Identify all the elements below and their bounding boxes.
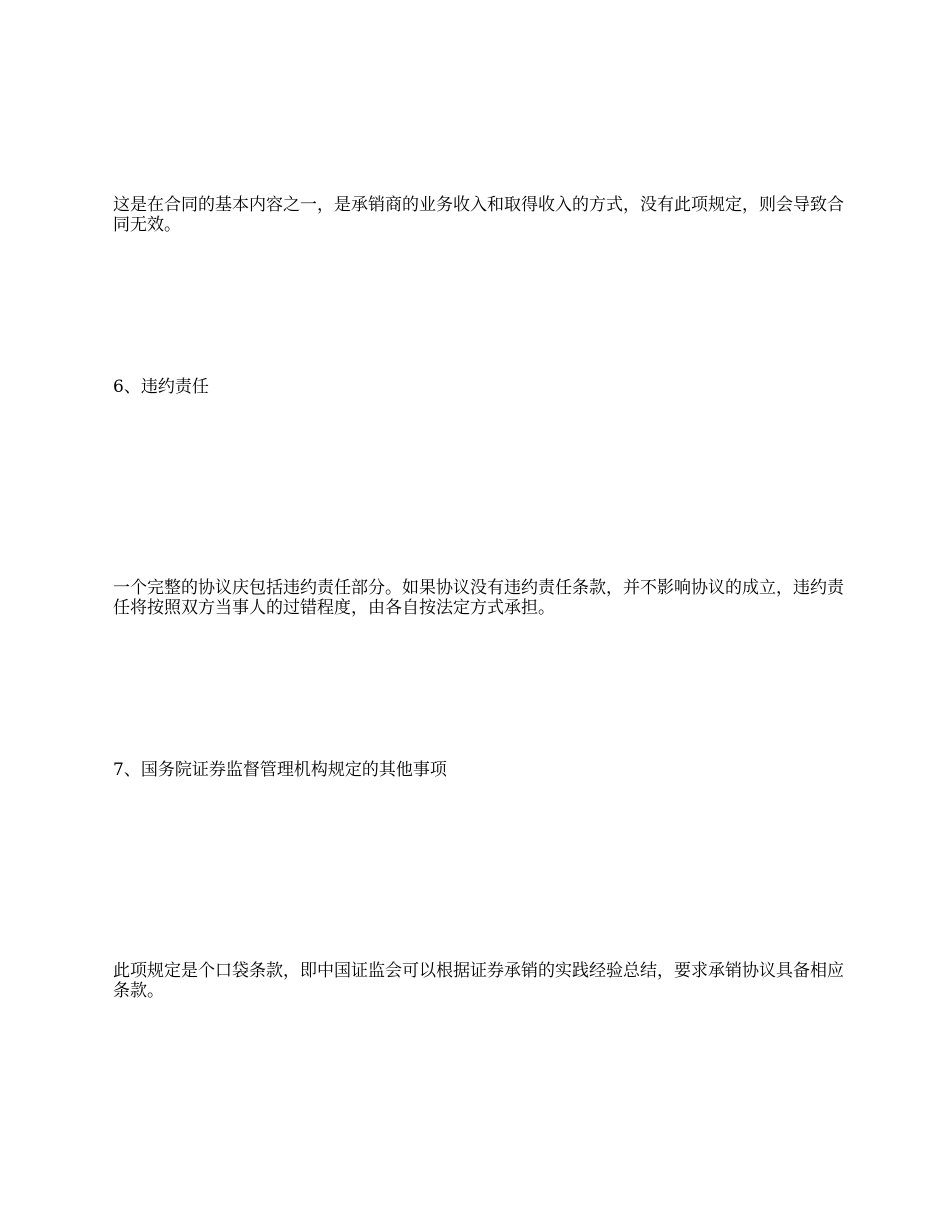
paragraph-commission-clause: 这是在合同的基本内容之一，是承销商的业务收入和取得收入的方式，没有此项规定，则会导致合同无效。 <box>113 195 844 235</box>
paragraph-breach-liability: 一个完整的协议庆包括违约责任部分。如果协议没有违约责任条款，并不影响协议的成立，违约责任将按照双方当事人的过错程度，由各自按法定方式承担。 <box>113 578 844 618</box>
section-heading-breach-liability: 6、违约责任 <box>113 377 209 397</box>
paragraph-catch-all-clause: 此项规定是个口袋条款，即中国证监会可以根据证券承销的实践经验总结，要求承销协议具备相应条款。 <box>113 961 844 1001</box>
section-heading-other-matters: 7、国务院证券监督管理机构规定的其他事项 <box>113 760 447 780</box>
